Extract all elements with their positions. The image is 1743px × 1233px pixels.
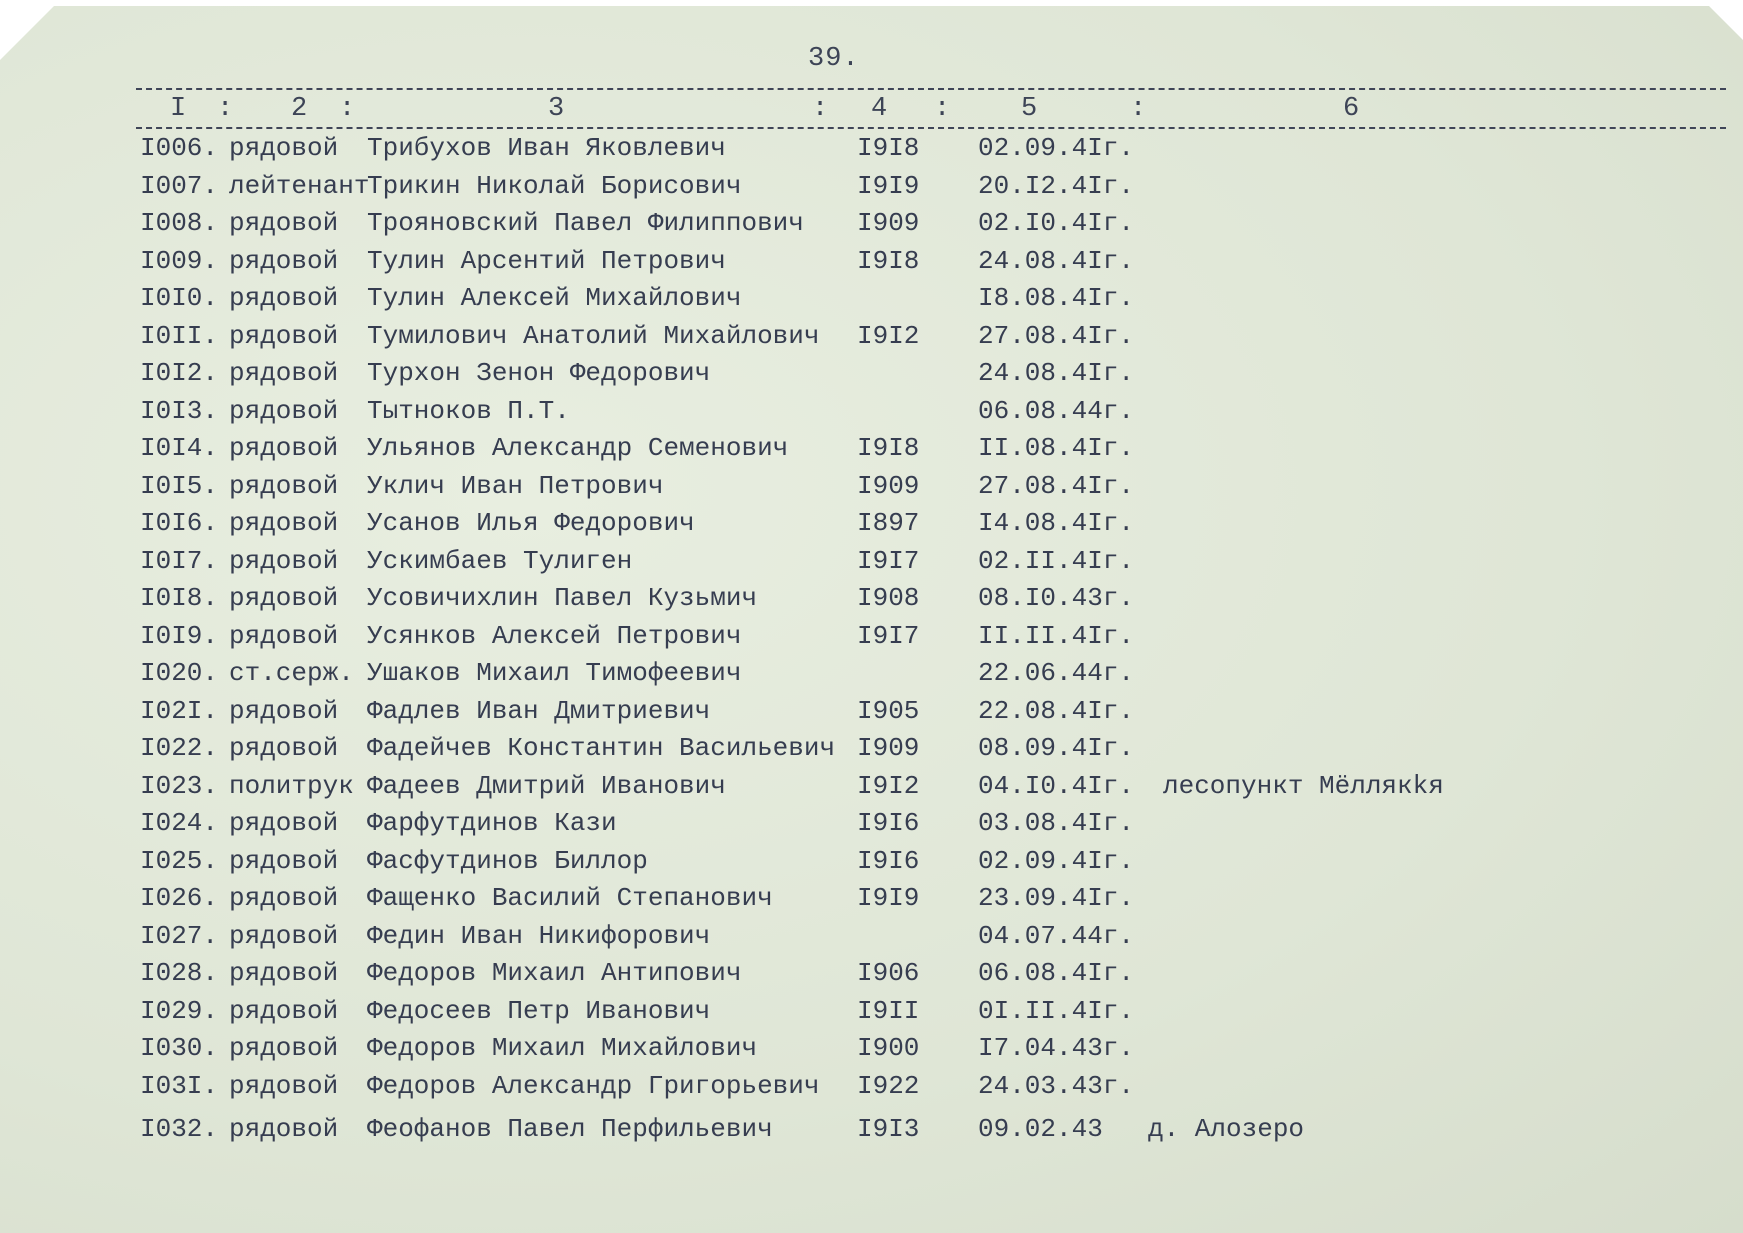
record-row (0, 580, 1743, 618)
record-date: 24.08.4Iг. (978, 245, 1135, 276)
record-name: Уклич Иван Петрович (367, 470, 664, 501)
page-number: 39. (808, 44, 860, 74)
record-date: II.08.4Iг. (978, 433, 1135, 463)
record-name: Фарфутдинов Кази (367, 808, 617, 838)
record-name: Федоров Михаил Антипович (367, 958, 742, 988)
record-rank: рядовой (229, 470, 339, 501)
record-date: I8.08.4Iг. (978, 283, 1135, 313)
header-rule-top (136, 88, 1726, 90)
record-rank: рядовой (229, 920, 339, 951)
record-name: Фасфутдинов Биллор (367, 845, 648, 876)
record-name: Трибухов Иван Яковлевич (367, 133, 726, 163)
record-rank: рядовой (229, 133, 339, 163)
record-row (0, 618, 1743, 656)
record-date: II.II.4Iг. (978, 620, 1135, 651)
record-number: I025. (140, 845, 219, 876)
record-rank: рядовой (229, 583, 339, 613)
record-row (0, 1068, 1743, 1106)
record-number: I032. (140, 1114, 219, 1144)
record-date: 20.I2.4Iг. (978, 170, 1135, 201)
record-date: 22.06.44г. (978, 658, 1135, 688)
record-row (0, 130, 1743, 168)
record-number: I007. (140, 170, 219, 201)
record-name: Турхон Зенон Федорович (367, 358, 711, 388)
record-birth-year: I906 (857, 958, 920, 988)
record-date: 27.08.4Iг. (978, 470, 1135, 501)
record-number: I009. (140, 245, 219, 276)
record-date: 04.07.44г. (978, 920, 1135, 951)
record-birth-year: I9II (857, 995, 920, 1026)
record-birth-year: I9I7 (857, 620, 920, 651)
record-row (0, 918, 1743, 956)
record-name: Федоров Михаил Михайлович (367, 1033, 758, 1063)
record-number: I030. (140, 1033, 219, 1063)
record-rank: рядовой (229, 1070, 339, 1101)
record-rank: рядовой (229, 283, 339, 313)
record-number: I026. (140, 883, 219, 913)
header-col-1: I (170, 94, 187, 124)
record-name: Трикин Николай Борисович (367, 170, 742, 201)
record-date: 23.09.4Iг. (978, 883, 1135, 913)
record-date: 0I.II.4Iг. (978, 995, 1135, 1026)
record-birth-year: I9I9 (857, 883, 920, 913)
record-name: Федосеев Петр Иванович (367, 995, 711, 1026)
record-birth-year: I9I6 (857, 845, 920, 876)
record-birth-year: I9I2 (857, 320, 920, 351)
record-row (0, 430, 1743, 468)
record-name: Тытноков П.Т. (367, 395, 570, 426)
header-col-6: 6 (1343, 94, 1360, 124)
record-name: Усанов Илья Федорович (367, 508, 695, 538)
record-number: I0I7. (140, 545, 219, 576)
record-rank: рядовой (229, 433, 339, 463)
record-number: I0I8. (140, 583, 219, 613)
record-rank: рядовой (229, 958, 339, 988)
record-rank: рядовой (229, 883, 339, 913)
record-row (0, 880, 1743, 918)
record-row (0, 243, 1743, 281)
record-birth-year: I897 (857, 508, 920, 538)
record-place: лесопункт Мёллякkя (1163, 770, 1444, 801)
record-rank: лейтенант (229, 170, 370, 201)
record-number: I028. (140, 958, 219, 988)
record-rank: рядовой (229, 508, 339, 538)
record-date: 24.03.43г. (978, 1070, 1135, 1101)
record-date: 02.09.4Iг. (978, 845, 1135, 876)
record-birth-year: I9I8 (857, 433, 920, 463)
header-col-5: 5 (1021, 94, 1038, 124)
record-date: 02.09.4Iг. (978, 133, 1135, 163)
record-name: Усовичихлин Павел Кузьмич (367, 583, 758, 613)
record-date: 02.II.4Iг. (978, 545, 1135, 576)
record-name: Фадейчев Константин Васильевич (367, 733, 836, 763)
record-name: Ульянов Александр Семенович (367, 433, 789, 463)
record-name: Тулин Арсентий Петрович (367, 245, 726, 276)
record-row (0, 393, 1743, 431)
record-name: Феофанов Павел Перфильевич (367, 1114, 773, 1144)
header-col-3: 3 (548, 94, 565, 124)
record-date: 03.08.4Iг. (978, 808, 1135, 838)
record-row (0, 1030, 1743, 1068)
record-row (0, 318, 1743, 356)
record-date: 24.08.4Iг. (978, 358, 1135, 388)
record-number: I022. (140, 733, 219, 763)
record-rank: политрук (229, 770, 354, 801)
page-corner-top-left (0, 0, 60, 60)
record-row (0, 768, 1743, 806)
record-row (0, 693, 1743, 731)
record-birth-year: I9I8 (857, 133, 920, 163)
record-rank: рядовой (229, 320, 339, 351)
record-rank: рядовой (229, 695, 339, 726)
header-sep-4: : (934, 94, 951, 124)
record-name: Фащенко Василий Степанович (367, 883, 773, 913)
record-date: 22.08.4Iг. (978, 695, 1135, 726)
record-date: 27.08.4Iг. (978, 320, 1135, 351)
record-date: I4.08.4Iг. (978, 508, 1135, 538)
record-row (0, 468, 1743, 506)
record-birth-year: I908 (857, 583, 920, 613)
record-row (0, 280, 1743, 318)
record-date: 08.09.4Iг. (978, 733, 1135, 763)
record-name: Фадеев Дмитрий Иванович (367, 770, 726, 801)
record-number: I03I. (140, 1070, 219, 1101)
record-birth-year: I9I3 (857, 1114, 920, 1144)
record-rank: рядовой (229, 995, 339, 1026)
record-number: I020. (140, 658, 219, 688)
record-name: Федин Иван Никифорович (367, 920, 711, 951)
record-number: I0I5. (140, 470, 219, 501)
header-col-2: 2 (291, 94, 308, 124)
record-birth-year: I9I8 (857, 245, 920, 276)
record-place: д. Алозеро (1148, 1114, 1305, 1144)
page-corner-top-right (1703, 0, 1743, 40)
page-top-edge (0, 0, 1743, 6)
record-list (0, 130, 1743, 1149)
record-birth-year: I9I2 (857, 770, 920, 801)
header-rule-bottom (136, 127, 1726, 129)
record-number: I0I3. (140, 395, 219, 426)
record-birth-year: I9I7 (857, 545, 920, 576)
record-number: I0I2. (140, 358, 219, 388)
record-row (0, 843, 1743, 881)
record-birth-year: I9I6 (857, 808, 920, 838)
record-number: I024. (140, 808, 219, 838)
record-number: I0I9. (140, 620, 219, 651)
record-row (0, 1111, 1743, 1149)
record-date: 08.I0.43г. (978, 583, 1135, 613)
record-birth-year: I909 (857, 470, 920, 501)
header-sep-3: : (812, 94, 829, 124)
record-birth-year: I922 (857, 1070, 920, 1101)
record-row (0, 955, 1743, 993)
record-row (0, 805, 1743, 843)
record-name: Тулин Алексей Михайлович (367, 283, 742, 313)
record-rank: рядовой (229, 620, 339, 651)
record-rank: ст.серж. (229, 658, 354, 688)
record-number: I027. (140, 920, 219, 951)
record-rank: рядовой (229, 208, 339, 238)
record-row (0, 505, 1743, 543)
record-rank: рядовой (229, 358, 339, 388)
record-birth-year: I909 (857, 208, 920, 238)
record-rank: рядовой (229, 545, 339, 576)
record-number: I0I0. (140, 283, 219, 313)
header-col-4: 4 (871, 94, 888, 124)
record-number: I0I6. (140, 508, 219, 538)
record-number: I0II. (140, 320, 219, 351)
header-sep-1: : (217, 94, 234, 124)
record-number: I006. (140, 133, 219, 163)
record-name: Тумилович Анатолий Михайлович (367, 320, 820, 351)
record-number: I023. (140, 770, 219, 801)
record-rank: рядовой (229, 1033, 339, 1063)
record-name: Трояновский Павел Филиппович (367, 208, 804, 238)
record-number: I008. (140, 208, 219, 238)
record-rank: рядовой (229, 245, 339, 276)
record-rank: рядовой (229, 808, 339, 838)
record-row (0, 655, 1743, 693)
record-rank: рядовой (229, 1114, 339, 1144)
header-sep-2: : (339, 94, 356, 124)
record-rank: рядовой (229, 845, 339, 876)
header-sep-5: : (1130, 94, 1147, 124)
record-date: I7.04.43г. (978, 1033, 1135, 1063)
record-row (0, 543, 1743, 581)
record-birth-year: I909 (857, 733, 920, 763)
record-name: Ушаков Михаил Тимофеевич (367, 658, 742, 688)
record-rank: рядовой (229, 395, 339, 426)
record-row (0, 730, 1743, 768)
record-number: I029. (140, 995, 219, 1026)
record-row (0, 168, 1743, 206)
record-date: 02.I0.4Iг. (978, 208, 1135, 238)
record-date: 09.02.43 (978, 1114, 1103, 1144)
record-number: I02I. (140, 695, 219, 726)
record-number: I0I4. (140, 433, 219, 463)
record-birth-year: I905 (857, 695, 920, 726)
record-name: Фадлев Иван Дмитриевич (367, 695, 711, 726)
record-date: 06.08.4Iг. (978, 958, 1135, 988)
record-name: Федоров Александр Григорьевич (367, 1070, 820, 1101)
record-birth-year: I9I9 (857, 170, 920, 201)
record-date: 06.08.44г. (978, 395, 1135, 426)
record-rank: рядовой (229, 733, 339, 763)
record-name: Ускимбаев Тулиген (367, 545, 633, 576)
record-row (0, 205, 1743, 243)
record-name: Усянков Алексей Петрович (367, 620, 742, 651)
record-birth-year: I900 (857, 1033, 920, 1063)
record-row (0, 993, 1743, 1031)
record-row (0, 355, 1743, 393)
record-date: 04.I0.4Iг. (978, 770, 1135, 801)
